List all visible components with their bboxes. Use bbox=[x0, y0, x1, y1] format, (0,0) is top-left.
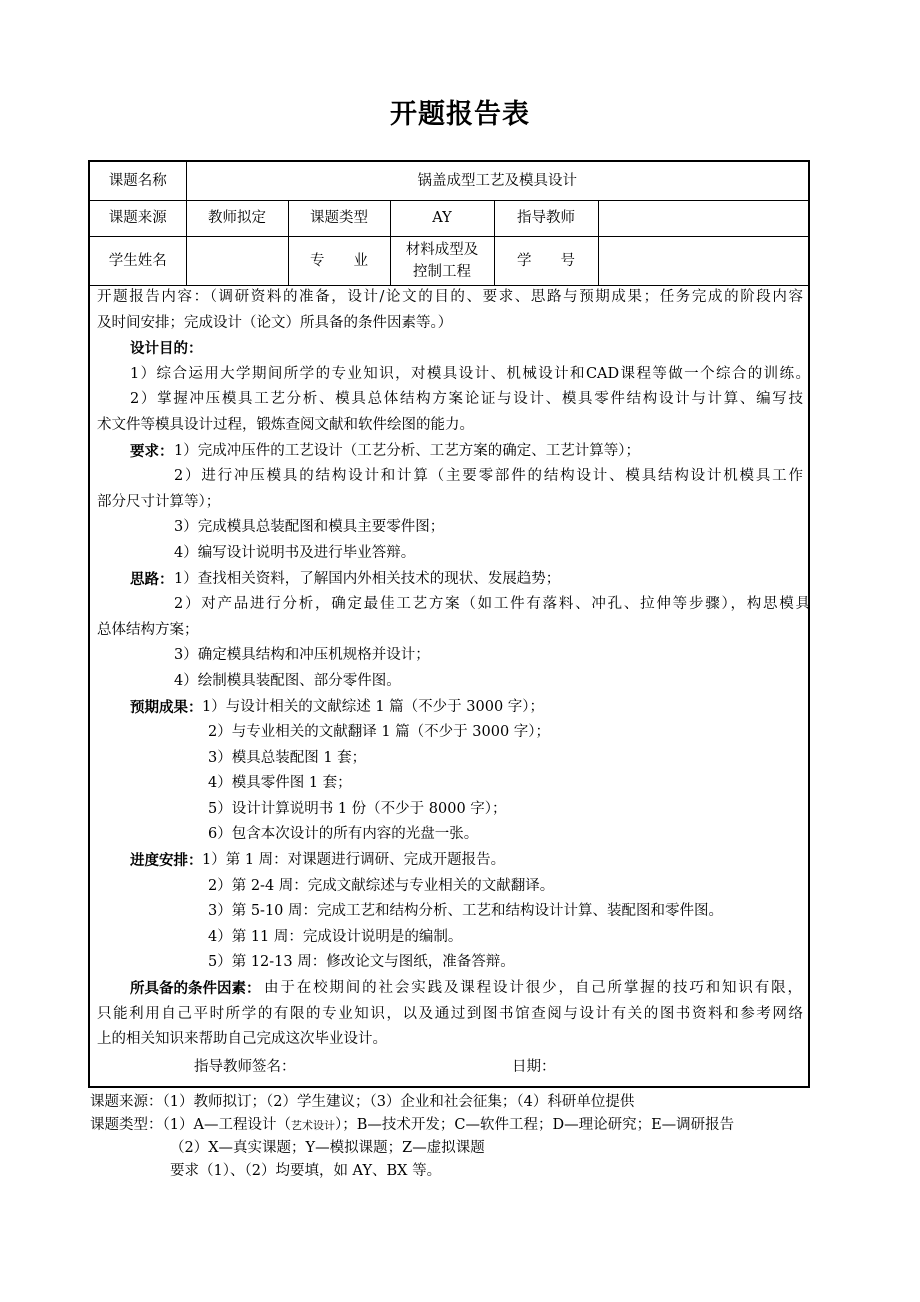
schedule-4: 4）第 11 周：完成设计说明是的编制。 bbox=[208, 928, 463, 945]
topic-source-label: 课题来源 bbox=[90, 200, 186, 236]
advisor-signature-label: 指导教师签名： bbox=[194, 1058, 296, 1075]
approach-heading: 思路： bbox=[130, 570, 174, 588]
major-value-line1: 材料成型及 bbox=[405, 241, 479, 258]
approach-4: 4）绘制模具装配图、部分零件图。 bbox=[174, 672, 401, 689]
topic-name-label: 课题名称 bbox=[90, 162, 186, 200]
schedule-1: 1）第 1 周：对课题进行调研、完成开题报告。 bbox=[202, 852, 506, 869]
date-label: 日期： bbox=[512, 1058, 556, 1075]
purpose-heading: 设计目的： bbox=[130, 340, 203, 358]
expected-results-heading: 预期成果： bbox=[130, 698, 203, 716]
note-topic-type-a: 课题类型：（1）A—工程设计（ bbox=[90, 1116, 291, 1133]
note-topic-type bbox=[90, 1114, 810, 1138]
approach-2-line2: 总体结构方案； bbox=[97, 621, 199, 638]
requirement-4: 4）编写设计说明书及进行毕业答辩。 bbox=[174, 544, 416, 561]
student-id-value bbox=[598, 236, 808, 285]
approach-3: 3）确定模具结构和冲压机规格并设计； bbox=[174, 647, 430, 664]
advisor-value bbox=[598, 200, 808, 236]
note-topic-source: 课题来源：（1）教师拟订；（2）学生建议；（3）企业和社会征集；（4）科研单位提供 bbox=[90, 1094, 635, 1110]
topic-name-value: 锅盖成型工艺及模具设计 bbox=[186, 162, 808, 200]
major-value bbox=[390, 236, 494, 285]
student-id-label: 学 号 bbox=[494, 236, 598, 285]
purpose-item-1: 1）综合运用大学期间所学的专业知识，对模具设计、机械设计和CAD课程等做一个综合的训练。 bbox=[130, 365, 810, 382]
schedule-5: 5）第 12-13 周：修改论文与图纸，准备答辩。 bbox=[208, 954, 515, 971]
advisor-label: 指导教师 bbox=[494, 200, 598, 236]
major-label: 专 业 bbox=[288, 236, 390, 285]
approach-1: 1）查找相关资料，了解国内外相关技术的现状、发展趋势； bbox=[174, 570, 561, 587]
conditions-line2: 只能利用自己平时所学的有限的专业知识，以及通过到图书馆查阅与设计有关的图书资料和参考网络 bbox=[97, 1005, 803, 1022]
note-topic-type-a-rest: ）；B—技术开发；C—软件工程；D—理论研究；E—调研报告 bbox=[334, 1116, 735, 1133]
report-form bbox=[88, 160, 810, 1088]
note-topic-type-c: 要求（1）、（2）均要填，如 AY、BX 等。 bbox=[170, 1162, 442, 1179]
info-table bbox=[90, 162, 808, 286]
result-1: 1）与设计相关的文献综述 1 篇（不少于 3000 字）； bbox=[202, 698, 545, 715]
requirement-3: 3）完成模具总装配图和模具主要零件图； bbox=[174, 519, 445, 536]
schedule-2: 2）第 2-4 周：完成文献综述与专业相关的文献翻译。 bbox=[208, 877, 555, 894]
purpose-item-2-line2: 术文件等模具设计过程，锻炼查阅文献和软件绘图的能力。 bbox=[97, 416, 474, 433]
requirement-2-line2: 部分尺寸计算等）； bbox=[97, 493, 221, 510]
major-value-line2: 控制工程 bbox=[413, 263, 471, 280]
approach-2-line1: 2）对产品进行分析，确定最佳工艺方案（如工件有落料、冲孔、拉伸等步骤），构思模具 bbox=[174, 596, 810, 613]
result-6: 6）包含本次设计的所有内容的光盘一张。 bbox=[208, 826, 479, 843]
conditions-line1: 由于在校期间的社会实践及课程设计很少，自己所掌握的技巧和知识有限， bbox=[264, 980, 802, 997]
student-name-label: 学生姓名 bbox=[90, 236, 186, 285]
note-topic-type-b: （2）X—真实课题；Y—模拟课题；Z—虚拟课题 bbox=[170, 1140, 485, 1157]
schedule-3: 3）第 5-10 周：完成工艺和结构分析、工艺和结构设计计算、装配图和零件图。 bbox=[208, 903, 724, 920]
footnotes bbox=[90, 1091, 810, 1182]
topic-type-label: 课题类型 bbox=[288, 200, 390, 236]
topic-type-value: AY bbox=[390, 200, 494, 236]
student-name-value bbox=[186, 236, 288, 285]
note-topic-type-a-small: 艺术设计 bbox=[290, 1118, 335, 1132]
requirement-1: 1）完成冲压件的工艺设计（工艺分析、工艺方案的确定、工艺计算等）； bbox=[174, 442, 640, 459]
requirements-heading: 要求： bbox=[130, 442, 174, 460]
topic-source-value: 教师拟定 bbox=[186, 200, 288, 236]
intro-text-line2: 及时间安排；完成设计（论文）所具备的条件因素等。） bbox=[97, 314, 453, 331]
conditions-heading: 所具备的条件因素： bbox=[130, 980, 261, 998]
result-2: 2）与专业相关的文献翻译 1 篇（不少于 3000 字）； bbox=[208, 724, 551, 741]
purpose-item-2-line1: 2）掌握冲压模具工艺分析、模具总体结构方案论证与设计、模具零件结构设计与计算、编写技 bbox=[130, 391, 803, 408]
conditions-line3: 上的相关知识来帮助自己完成这次毕业设计。 bbox=[97, 1031, 387, 1048]
result-4: 4）模具零件图 1 套； bbox=[208, 775, 352, 792]
intro-text-line1: 开题报告内容：（调研资料的准备，设计/论文的目的、要求、思路与预期成果；任务完成的阶段内容 bbox=[97, 289, 803, 305]
result-3: 3）模具总装配图 1 套； bbox=[208, 749, 367, 766]
report-content bbox=[90, 285, 808, 1080]
requirement-2-line1: 2）进行冲压模具的结构设计和计算（主要零部件的结构设计、模具结构设计机模具工作 bbox=[174, 468, 803, 485]
result-5: 5）设计计算说明书 1 份（不少于 8000 字）； bbox=[208, 800, 507, 817]
page-title: 开题报告表 bbox=[390, 99, 530, 130]
schedule-heading: 进度安排： bbox=[130, 852, 203, 870]
